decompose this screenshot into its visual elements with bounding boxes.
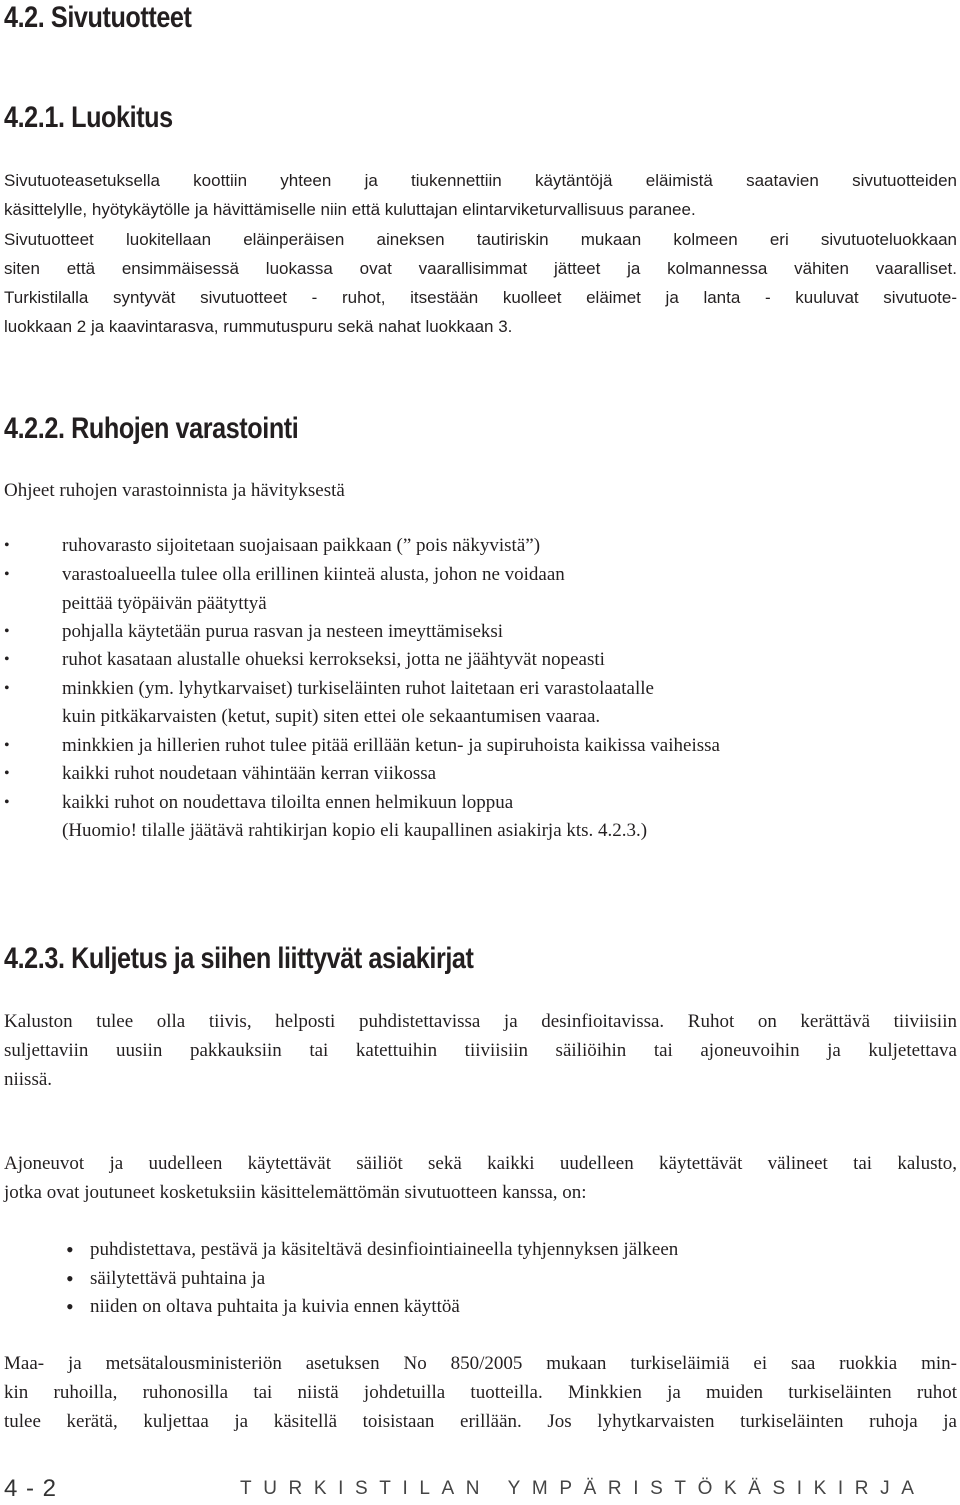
paragraph-line: Maa- ja metsätalousministeriön asetuksen No 850/2005 mukaan turkiseläimiä ei saa ruokkia min- <box>4 1353 957 1374</box>
subsection-heading-transport: 4.2.3. Kuljetus ja siihen liittyvät asiakirjat <box>4 942 474 975</box>
running-footer-title: TURKISTILAN YMPÄRISTÖKÄSIKIRJA <box>240 1478 926 1499</box>
bullet-icon: • <box>4 623 10 640</box>
paragraph-line: suljettaviin uusiin pakkauksiin tai katettuihin tiiviisiin säiliöihin tai ajoneuvoihin ja kuljetettava <box>4 1040 957 1061</box>
subsection-heading-classification: 4.2.1. Luokitus <box>4 101 173 134</box>
bullet-icon: • <box>4 537 10 554</box>
paragraph-line: kin ruhoilla, ruhonosilla tai niistä johdetuilla tuotteilla. Minkkien ja muiden turkiseläinten ruhot <box>4 1382 957 1403</box>
paragraph-line: Sivutuotteet luokitellaan eläinperäisen aineksen tautiriskin mukaan kolmeen eri sivutuoteluokkaan <box>4 230 957 249</box>
subsection-heading-storage: 4.2.2. Ruhojen varastointi <box>4 412 299 445</box>
bullet-icon: • <box>66 1237 74 1262</box>
paragraph-line: Ajoneuvot ja uudelleen käytettävät säiliöt sekä kaikki uudelleen käytettävät välineet tai kalusto, <box>4 1153 957 1174</box>
bullet-icon: • <box>4 680 10 697</box>
bullet-icon: • <box>66 1266 74 1291</box>
section-heading: 4.2. Sivutuotteet <box>4 1 192 34</box>
bullet-icon: • <box>4 651 10 668</box>
paragraph-line: käsittelylle, hyötykäytölle ja hävittämiselle niin että kuluttajan elintarviketurvallisuus paranee. <box>4 200 696 219</box>
paragraph-line: Kaluston tulee olla tiivis, helposti puhdistettavissa ja desinfioitavissa. Ruhot on kerättävä tiiviisiin <box>4 1011 957 1032</box>
document-page: 4.2. Sivutuotteet 4.2.1. Luokitus Sivutuoteasetuksella koottiin yhteen ja tiukennettiin käytäntöjä eläimistä saatavien sivutuotteiden käsittelylle, hyötykäytölle ja hävittämiselle niin että kuluttajan elintarviketurvallisuus paranee. Sivutuotteet luokitellaan eläinperäisen aineksen tautiriskin mukaan kolmeen eri sivutuoteluokkaan siten että ensimmäisessä luokassa ovat vaarallisimmat jätteet ja kolmannessa vähiten vaaralliset. Turkistilalla syntyvät sivutuotteet - ruhot, itsestään kuolleet eläimet ja lanta - kuuluvat sivutuote- luokkaan 2 ja kaavintarasva, rummutuspuru sekä nahat luokkaan 3. 4.2.2. Ruhojen varastointi Ohjeet ruhojen varastoinnista ja hävityksestä • ruhovarasto sijoitetaan suojaisaan paikkaan (” pois näkyvistä”) • varastoalueella tulee olla erillinen kiinteä alusta, johon ne voidaan peittää työpäivän päätyttyä • pohjalla käytetään purua rasvan ja nesteen imeyttämiseksi • ruhot kasataan alustalle ohueksi kerrokseksi, jotta ne jäähtyvät nopeasti • minkkien (ym. lyhytkarvaiset) turkiseläinten ruhot laitetaan eri varastolaatalle kuin pitkäkarvaisten (ketut, supit) siten ettei ole sekaantumisen vaaraa. • minkkien ja hillerien ruhot tulee pitää erillään ketun- ja supiruhoista kaikissa vaiheissa • kaikki ruhot noudetaan vähintään kerran viikossa • kaikki ruhot on noudettava tiloilta ennen helmikuun loppua (Huomio! tilalle jäätävä rahtikirjan kopio eli kaupallinen asiakirja kts. 4.2.3.) 4.2.3. Kuljetus ja siihen liittyvät asiakirjat Kaluston tulee olla tiivis, helposti puhdistettavissa ja desinfioitavissa. Ruhot on kerättävä tiiviisiin suljettaviin uusiin pakkauksiin tai katettuihin tiiviisiin säiliöihin tai ajoneuvoihin ja kuljetettava niissä. Ajoneuvot ja uudelleen käytettävät säiliöt sekä kaikki uudelleen käytettävät välineet tai kalusto, jotka ovat joutuneet kosketuksiin käsittelemättömän sivutuotteen kanssa, on: • puhdistettava, pestävä ja käsiteltävä desinfiointiaineella tyhjennyksen jälkeen • säilytettävä puhtaina ja • niiden on oltava puhtaita ja kuivia ennen käyttöä Maa- ja metsätalousministeriön asetuksen No 850/2005 mukaan turkiseläimiä ei saa ruokkia min- kin ruhoilla, ruhonosilla tai niistä johdetuilla tuotteilla. Minkkien ja muiden turkiseläinten ruhot tulee kerätä, kuljettaa ja käsitellä toisistaan erillään. Jos lyhytkarvaisten turkiseläinten ruhoja ja 4 - 2 TURKISTILAN YMPÄRISTÖKÄSIKIRJA <box>4 1 957 1502</box>
paragraph-line: siten että ensimmäisessä luokassa ovat vaarallisimmat jätteet ja kolmannessa vähiten vaaralliset. <box>4 259 957 278</box>
paragraph-line: Sivutuoteasetuksella koottiin yhteen ja tiukennettiin käytäntöjä eläimistä saatavien sivutuotteiden <box>4 171 957 190</box>
paragraph-line: jotka ovat joutuneet kosketuksiin käsittelemättömän sivutuotteen kanssa, on: <box>4 1182 587 1203</box>
bullet-icon: • <box>66 1294 74 1319</box>
bullet-icon: • <box>4 566 10 583</box>
paragraph-line: luokkaan 2 ja kaavintarasva, rummutuspuru sekä nahat luokkaan 3. <box>4 317 513 336</box>
bullet-icon: • <box>4 794 10 811</box>
bullet-icon: • <box>4 765 10 782</box>
paragraph-line: Turkistilalla syntyvät sivutuotteet - ruhot, itsestään kuolleet eläimet ja lanta - kuuluvat sivutuote- <box>4 288 957 307</box>
paragraph-line: niissä. <box>4 1069 53 1090</box>
list-intro: Ohjeet ruhojen varastoinnista ja hävityksestä <box>4 480 345 501</box>
page-number: 4 - 2 <box>4 1475 58 1502</box>
bullet-icon: • <box>4 737 10 754</box>
paragraph-line: tulee kerätä, kuljettaa ja käsitellä toisistaan erillään. Jos lyhytkarvaisten turkiseläinten ruhoja ja <box>4 1411 957 1432</box>
